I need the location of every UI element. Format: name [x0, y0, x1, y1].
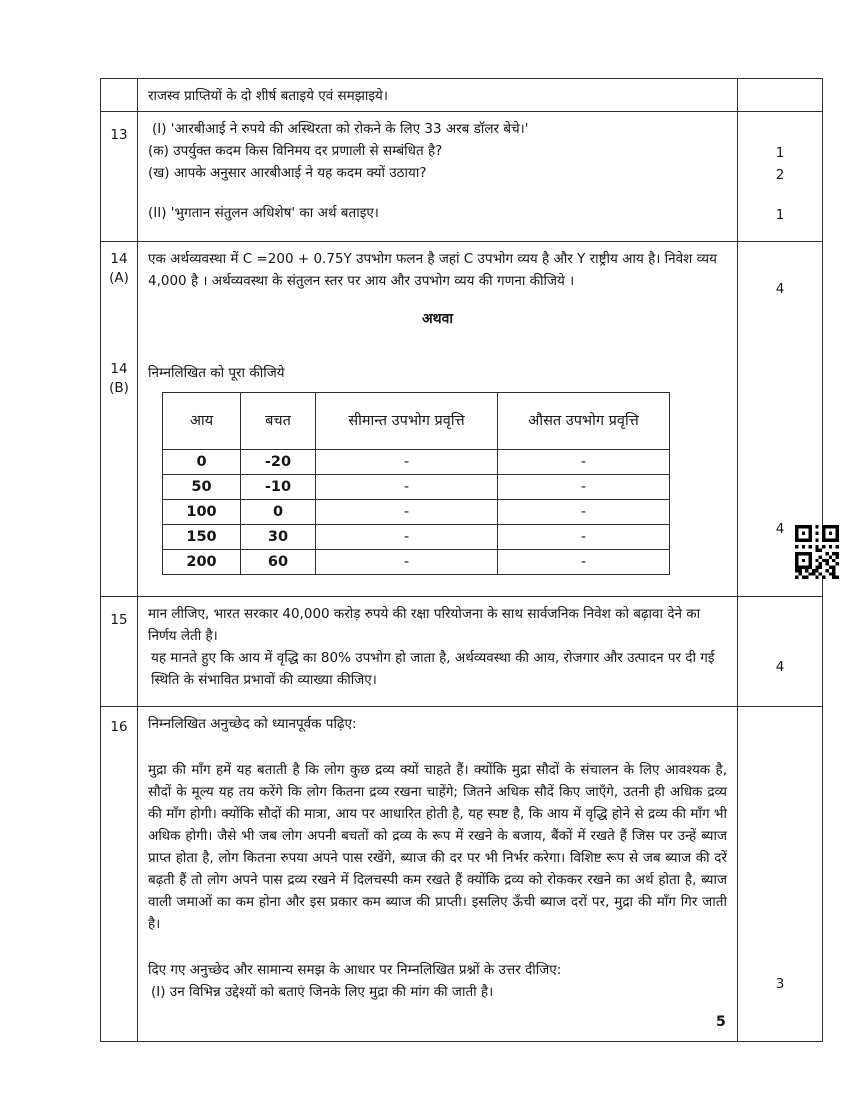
q15-marks-cell: [738, 597, 823, 707]
inner-col-apc: औसत उपभोग प्रवृत्ति: [498, 393, 670, 450]
q16-passage-text: मुद्रा की माँग हमें यह बताती है कि लोग कुछ द्रव्य क्यों चाहते हैं। क्योंकि मुद्रा सौदों के संचालन के लिए आवश्यक है, सौदों के मूल्य यह तय करेंगे कि लोग कितना द्रव्य रखना चाहेंगे; जितने अधिक सौदें किए जाएँगे, उतनी ही अधिक द्रव्य की माँग होगी। क्योंकि सौदों की मात्रा, आय पर आधारित होती है, यह स्पष्ट है, कि आय में वृद्धि होने से द्रव्य की माँग भी अधिक होगी। जैसे भी जब लोग अपनी बचतों को द्रव्य के रूप में रखने के बजाय, बैंकों में रखते हैं जिस पर उन्हें ब्याज प्राप्त होता है, लोग कितना रुपया अपने पास रखेंगे, ब्याज की दर पर भी निर्भर करेगा। विशिष्ट रूप से जब ब्याज की दरें बढ़ती हैं तो लोग अपने पास द्रव्य रखने में दिलचस्पी कम रखते हैं क्योंकि द्रव्य को रोककर रखने का अर्थ होता है, ब्याज वाली जमाओं का कम होना और इस प्रकार कम ब्याज की प्राप्ती। इसलिए ऊँची ब्याज दरों पर, मुद्रा की माँग गिर जाती है।: [148, 762, 727, 932]
qr-code: [795, 524, 839, 580]
inner-col-mpc: सीमान्त उपभोग प्रवृत्ति: [316, 393, 498, 450]
q15-mark: 4: [775, 659, 785, 675]
q16-number: 16: [110, 719, 128, 735]
q16-instruction-text: दिए गए अनुच्छेद और सामान्य समझ के आधार पर निम्नलिखित प्रश्नों के उत्तर दीजिए:: [148, 962, 562, 978]
q16-mark: 3: [775, 976, 785, 992]
or-label: अथवा: [421, 311, 454, 327]
qr-code-image: [795, 524, 839, 580]
q14-body-cell: [138, 242, 738, 597]
q13-body-cell: [138, 112, 738, 242]
q15-body-cell: [138, 597, 738, 707]
q15-line1-text: मान लीजिए, भारत सरकार 40,000 करोड़ रुपये की रक्षा परियोजना के साथ सार्वजनिक निवेश को बढ़ावा देने का निर्णय लेती है।: [148, 606, 701, 644]
row-q15: [101, 597, 823, 707]
prev-qno-cell: [101, 79, 138, 112]
q14b-number: 14 (B): [109, 361, 129, 396]
q14b-data-table: [162, 392, 670, 575]
q14b-mark: 4: [775, 521, 785, 537]
q13-part1a-text: (क) उपर्युक्त कदम किस विनिमय दर प्रणाली से सम्बंधित है?: [148, 143, 443, 159]
table-row: 150 30 - -: [163, 525, 670, 550]
q16-intro-text: निम्नलिखित अनुच्छेद को ध्यानपूर्वक पढ़िए:: [148, 716, 357, 732]
prev-marks-cell: [738, 79, 823, 112]
q13-part2-text: (II) 'भुगतान संतुलन अधिशेष' का अर्थ बताइए।: [148, 205, 379, 221]
inner-header-row: [163, 393, 670, 450]
q14a-number: 14 (A): [109, 251, 129, 286]
table-row: 0 -20 - -: [163, 450, 670, 475]
q13-qno-cell: [101, 112, 138, 242]
q13-mark-a: 1: [775, 145, 785, 161]
row-prev-question: [101, 79, 823, 112]
table-row: 100 0 - -: [163, 500, 670, 525]
q15-number: 15: [110, 612, 128, 628]
table-row: 200 60 - -: [163, 550, 670, 575]
q13-mark-2: 1: [775, 207, 785, 223]
inner-col-saving: बचत: [241, 393, 316, 450]
inner-col-income: आय: [163, 393, 241, 450]
q13-mark-b: 2: [775, 167, 785, 183]
q13-number: 13: [110, 127, 128, 143]
q14a-mark: 4: [775, 281, 785, 297]
q16-body-cell: [138, 707, 738, 1042]
q13-marks-cell: [738, 112, 823, 242]
row-q13: [101, 112, 823, 242]
row-q14: [101, 242, 823, 597]
q14a-text: एक अर्थव्यवस्था में C =200 + 0.75Y उपभोग फलन है जहां C उपभोग व्यय है और Y राष्ट्रीय आय है। निवेश व्यय 4,000 है । अर्थव्यवस्था के संतुलन स्तर पर आय और उपभोग व्यय की गणना कीजिये ।: [148, 251, 717, 289]
q15-line2-text: यह मानते हुए कि आय में वृद्धि का 80% उपभोग हो जाता है, अर्थव्यवस्था की आय, रोजगार और उत्पादन पर दी गई स्थिति के संभावित प्रभावों की व्याख्या कीजिए।: [151, 650, 715, 688]
question-table: [100, 78, 823, 1042]
q16-qno-cell: [101, 707, 138, 1042]
page-number: 5: [716, 1014, 726, 1030]
q16-sub1-text: (I) उन विभिन्न उद्देश्यों को बताएं जिनके लिए मुद्रा की मांग की जाती है।: [151, 984, 494, 1000]
q13-part1-text: (I) 'आरबीआई ने रुपये की अस्थिरता को रोकने के लिए 33 अरब डॉलर बेचे।': [152, 121, 529, 137]
q13-part1b-text: (ख) आपके अनुसार आरबीआई ने यह कदम क्यों उठाया?: [148, 165, 427, 181]
q14-qno-cell: [101, 242, 138, 597]
prev-question-cell: [138, 79, 738, 112]
q16-marks-cell: [738, 707, 823, 1042]
prev-question-text: राजस्व प्राप्तियों के दो शीर्ष बताइये एवं समझाइये।: [148, 88, 389, 104]
row-q16: [101, 707, 823, 1042]
table-row: 50 -10 - -: [163, 475, 670, 500]
q15-qno-cell: [101, 597, 138, 707]
q14b-intro-text: निम्नलिखित को पूरा कीजिये: [148, 365, 285, 381]
